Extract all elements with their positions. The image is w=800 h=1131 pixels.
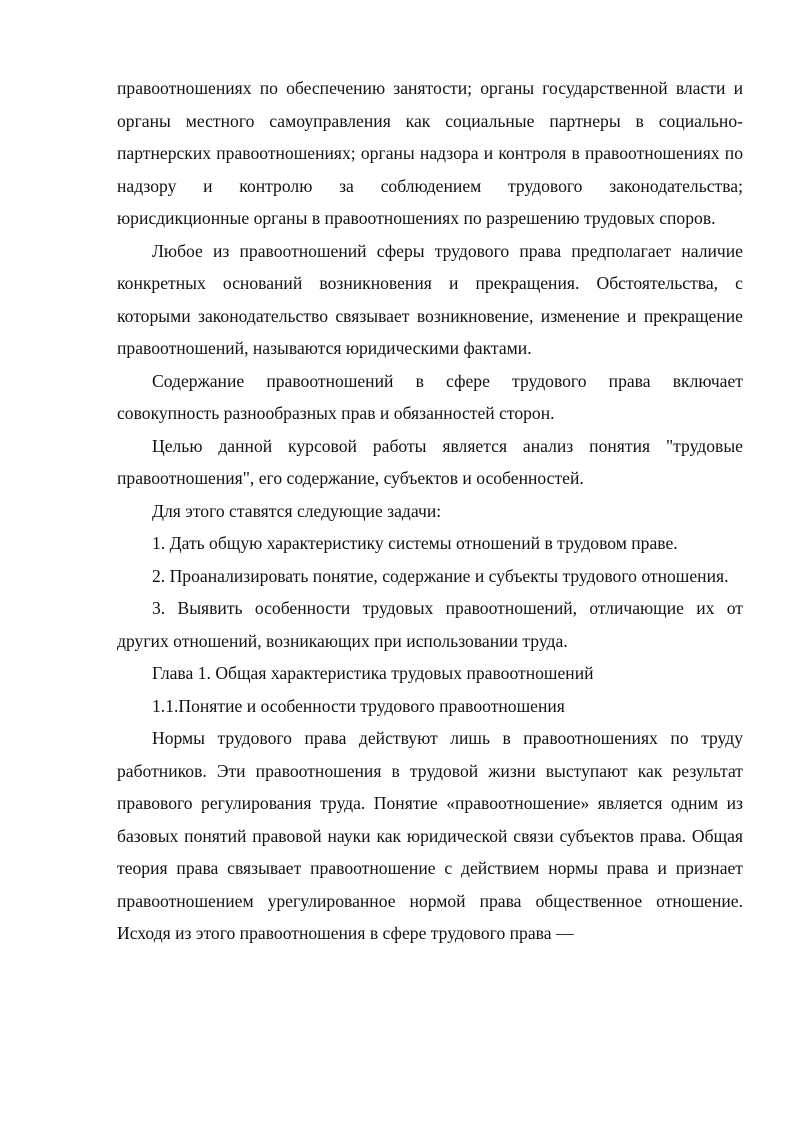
section-heading: 1.1.Понятие и особенности трудового правоотношения bbox=[152, 695, 565, 716]
task-item-2: 2. Проанализировать понятие, содержание и субъекты трудового отношения. bbox=[152, 565, 729, 586]
paragraph-legal-facts: Любое из правоотношений сферы трудового права предполагает наличие конкретных оснований возникновения и прекращения. Обстоятельства, с которыми законодательство связывает возникновение, изменение и прекращение правоотношений, называются юридическими фактами. bbox=[117, 240, 743, 358]
paragraph-goal: Целью данной курсовой работы является анализ понятия "трудовые правоотношения", его содержание, субъектов и особенностей. bbox=[117, 435, 743, 488]
paragraph-content: Содержание правоотношений в сфере трудового права включает совокупность разнообразных прав и обязанностей сторон. bbox=[117, 370, 743, 423]
paragraph-continuation: правоотношениях по обеспечению занятости; органы государственной власти и органы местного самоуправления как социальные партнеры в социально-партнерских правоотношениях; органы надзора и контроля в правоотношениях по надзору и контролю за соблюдением трудового законодательства; юрисдикционные органы в правоотношениях по разрешению трудовых споров. bbox=[117, 78, 743, 228]
paragraph-tasks-intro: Для этого ставятся следующие задачи: bbox=[152, 500, 442, 521]
paragraph-labor-norms: Нормы трудового права действуют лишь в правоотношениях по труду работников. Эти правоотношения в трудовой жизни выступают как результат правового регулирования труда. Понятие «правоотношение» является одним из базовых понятий правовой науки как юридической связи субъектов права. Общая теория права связывает правоотношение с действием нормы права и признает правоотношением урегулированное нормой права общественное отношение. Исходя из этого правоотношения в сфере трудового права — bbox=[117, 728, 743, 943]
task-item-1: 1. Дать общую характеристику системы отношений в трудовом праве. bbox=[152, 533, 678, 553]
document-page bbox=[117, 72, 743, 950]
chapter-heading: Глава 1. Общая характеристика трудовых правоотношений bbox=[152, 663, 594, 683]
task-item-3: 3. Выявить особенности трудовых правоотношений, отличающие их от других отношений, возникающих при использовании труда. bbox=[117, 598, 743, 651]
